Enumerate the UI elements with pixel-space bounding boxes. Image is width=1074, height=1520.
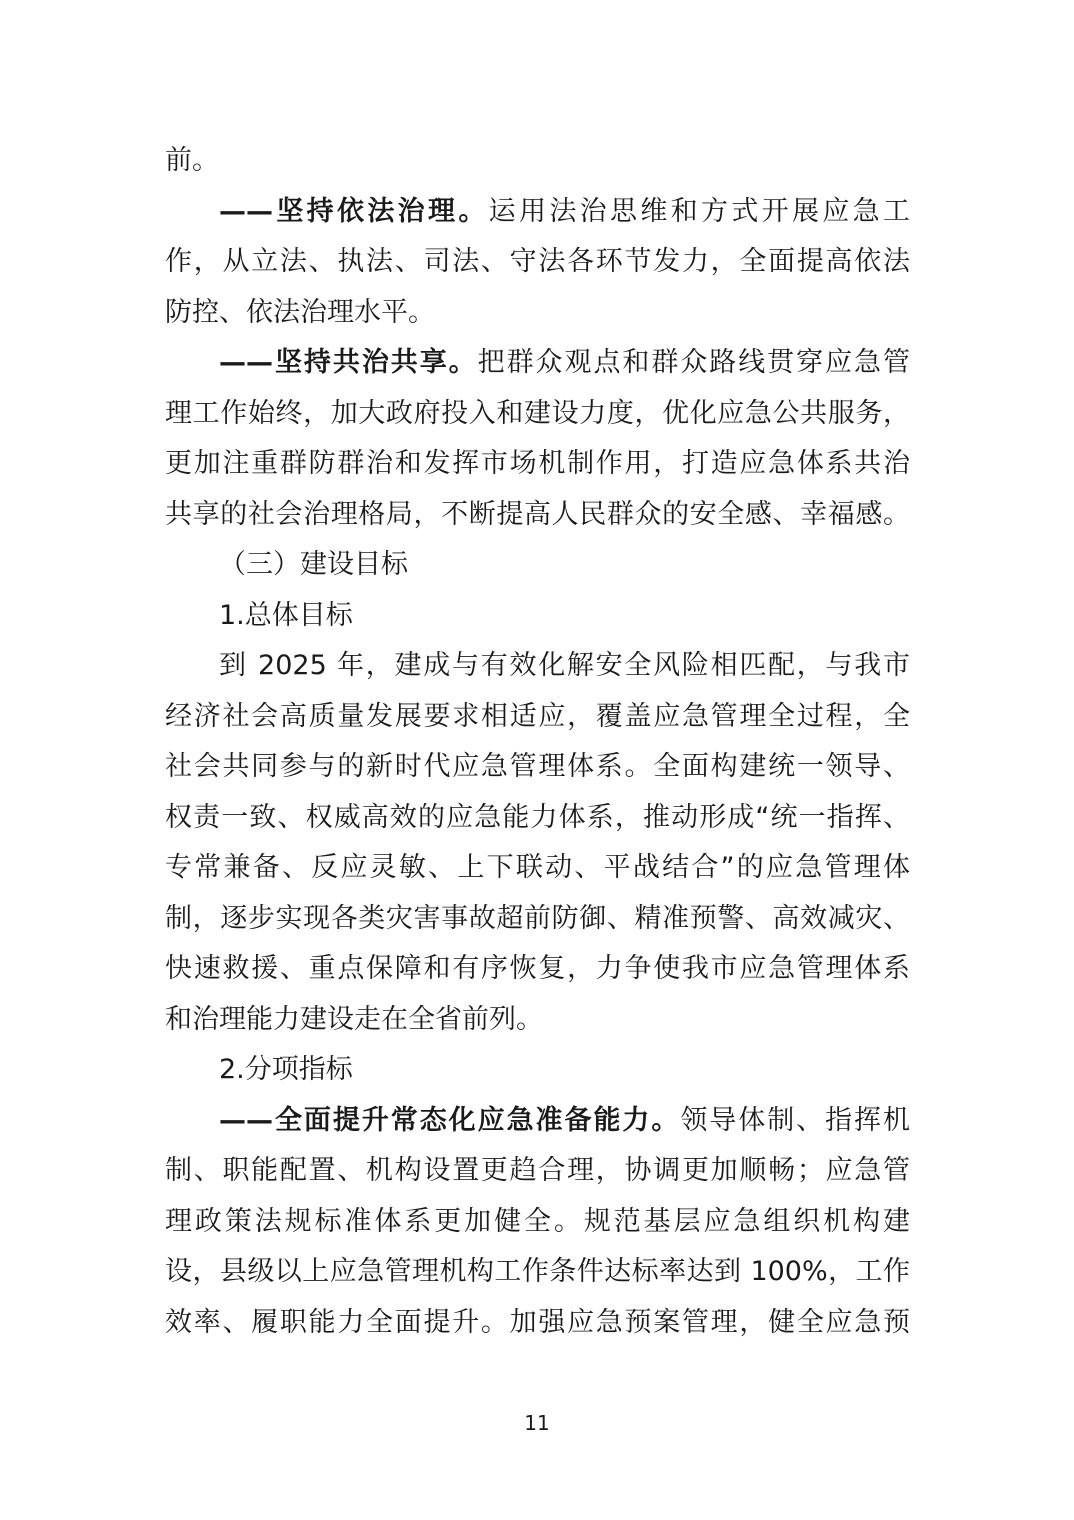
line-text: 社会共同参与的新时代应急管理体系。全面构建统一领导、 (165, 751, 910, 782)
paragraph-line (165, 1197, 910, 1248)
line-text: 前。 (165, 145, 219, 176)
line-text: 制，逐步实现各类灾害事故超前防御、精准预警、高效减灾、 (165, 902, 910, 934)
line-text: 权责一致、权威高效的应急能力体系，推动形成“统一指挥、 (165, 801, 910, 833)
bold-lead-text: ——坚持依法治理。 (219, 195, 489, 227)
line-text: 作，从立法、执法、司法、守法各环节发力，全面提高依法 (165, 246, 910, 277)
line-text: 效率、履职能力全面提升。加强应急预案管理，健全应急预 (165, 1306, 910, 1338)
page-number: 11 (524, 1411, 550, 1435)
paragraph-line (165, 843, 910, 894)
paragraph-line (165, 692, 910, 743)
line-text: 制、职能配置、机构设置更趋合理，协调更加顺畅；应急管 (165, 1155, 910, 1186)
paragraph-line (165, 944, 910, 995)
paragraph-line (165, 641, 910, 692)
document-body (165, 136, 910, 1348)
line-text: 理政策法规标准体系更加健全。规范基层应急组织机构建 (165, 1205, 910, 1237)
paragraph-line (165, 490, 910, 541)
line-text: 专常兼备、反应灵敏、上下联动、平战结合”的应急管理体 (165, 852, 910, 883)
heading-text: 1.总体目标 (219, 599, 353, 631)
paragraph-line (165, 1096, 910, 1147)
heading-text: 2.分项指标 (219, 1054, 353, 1085)
heading-text: （三）建设目标 (219, 549, 408, 580)
line-text: 领导体制、指挥机 (680, 1104, 910, 1136)
line-text: 更加注重群防群治和发挥市场机制作用，打造应急体系共治 (165, 448, 910, 479)
line-text: 到 2025 年，建成与有效化解安全风险相匹配，与我市 (219, 650, 910, 681)
paragraph-line (165, 1298, 910, 1349)
line-text: 理工作始终，加大政府投入和建设力度，优化应急公共服务， (165, 397, 910, 429)
paragraph-line (165, 389, 910, 440)
paragraph-line (165, 1247, 910, 1298)
paragraph-line (165, 995, 910, 1046)
line-text: 和治理能力建设走在全省前列。 (165, 1003, 543, 1035)
line-text: 快速救援、重点保障和有序恢复，力争使我市应急管理体系 (165, 953, 910, 984)
bold-lead-text: ——坚持共治共享。 (219, 347, 478, 378)
paragraph-line (165, 1146, 910, 1197)
paragraph-line (165, 742, 910, 793)
line-text: 设，县级以上应急管理机构工作条件达标率达到 100%，工作 (165, 1256, 910, 1287)
paragraph-line (165, 439, 910, 490)
paragraph-line (165, 237, 910, 288)
paragraph-line (165, 288, 910, 339)
subsection-heading (165, 1045, 910, 1096)
line-text: 把群众观点和群众路线贯穿应急管 (477, 347, 910, 378)
paragraph-line (165, 338, 910, 389)
paragraph-line (165, 136, 910, 187)
paragraph-line (165, 894, 910, 945)
line-text: 共享的社会治理格局，不断提高人民群众的安全感、幸福感。 (165, 498, 910, 530)
line-text: 防控、依法治理水平。 (165, 296, 435, 328)
line-text: 运用法治思维和方式开展应急工 (488, 195, 910, 227)
section-heading (165, 540, 910, 591)
bold-lead-text: ——全面提升常态化应急准备能力。 (219, 1104, 681, 1136)
paragraph-line (165, 793, 910, 844)
line-text: 经济社会高质量发展要求相适应，覆盖应急管理全过程，全 (165, 700, 910, 732)
subsection-heading (165, 591, 910, 642)
paragraph-line (165, 187, 910, 238)
